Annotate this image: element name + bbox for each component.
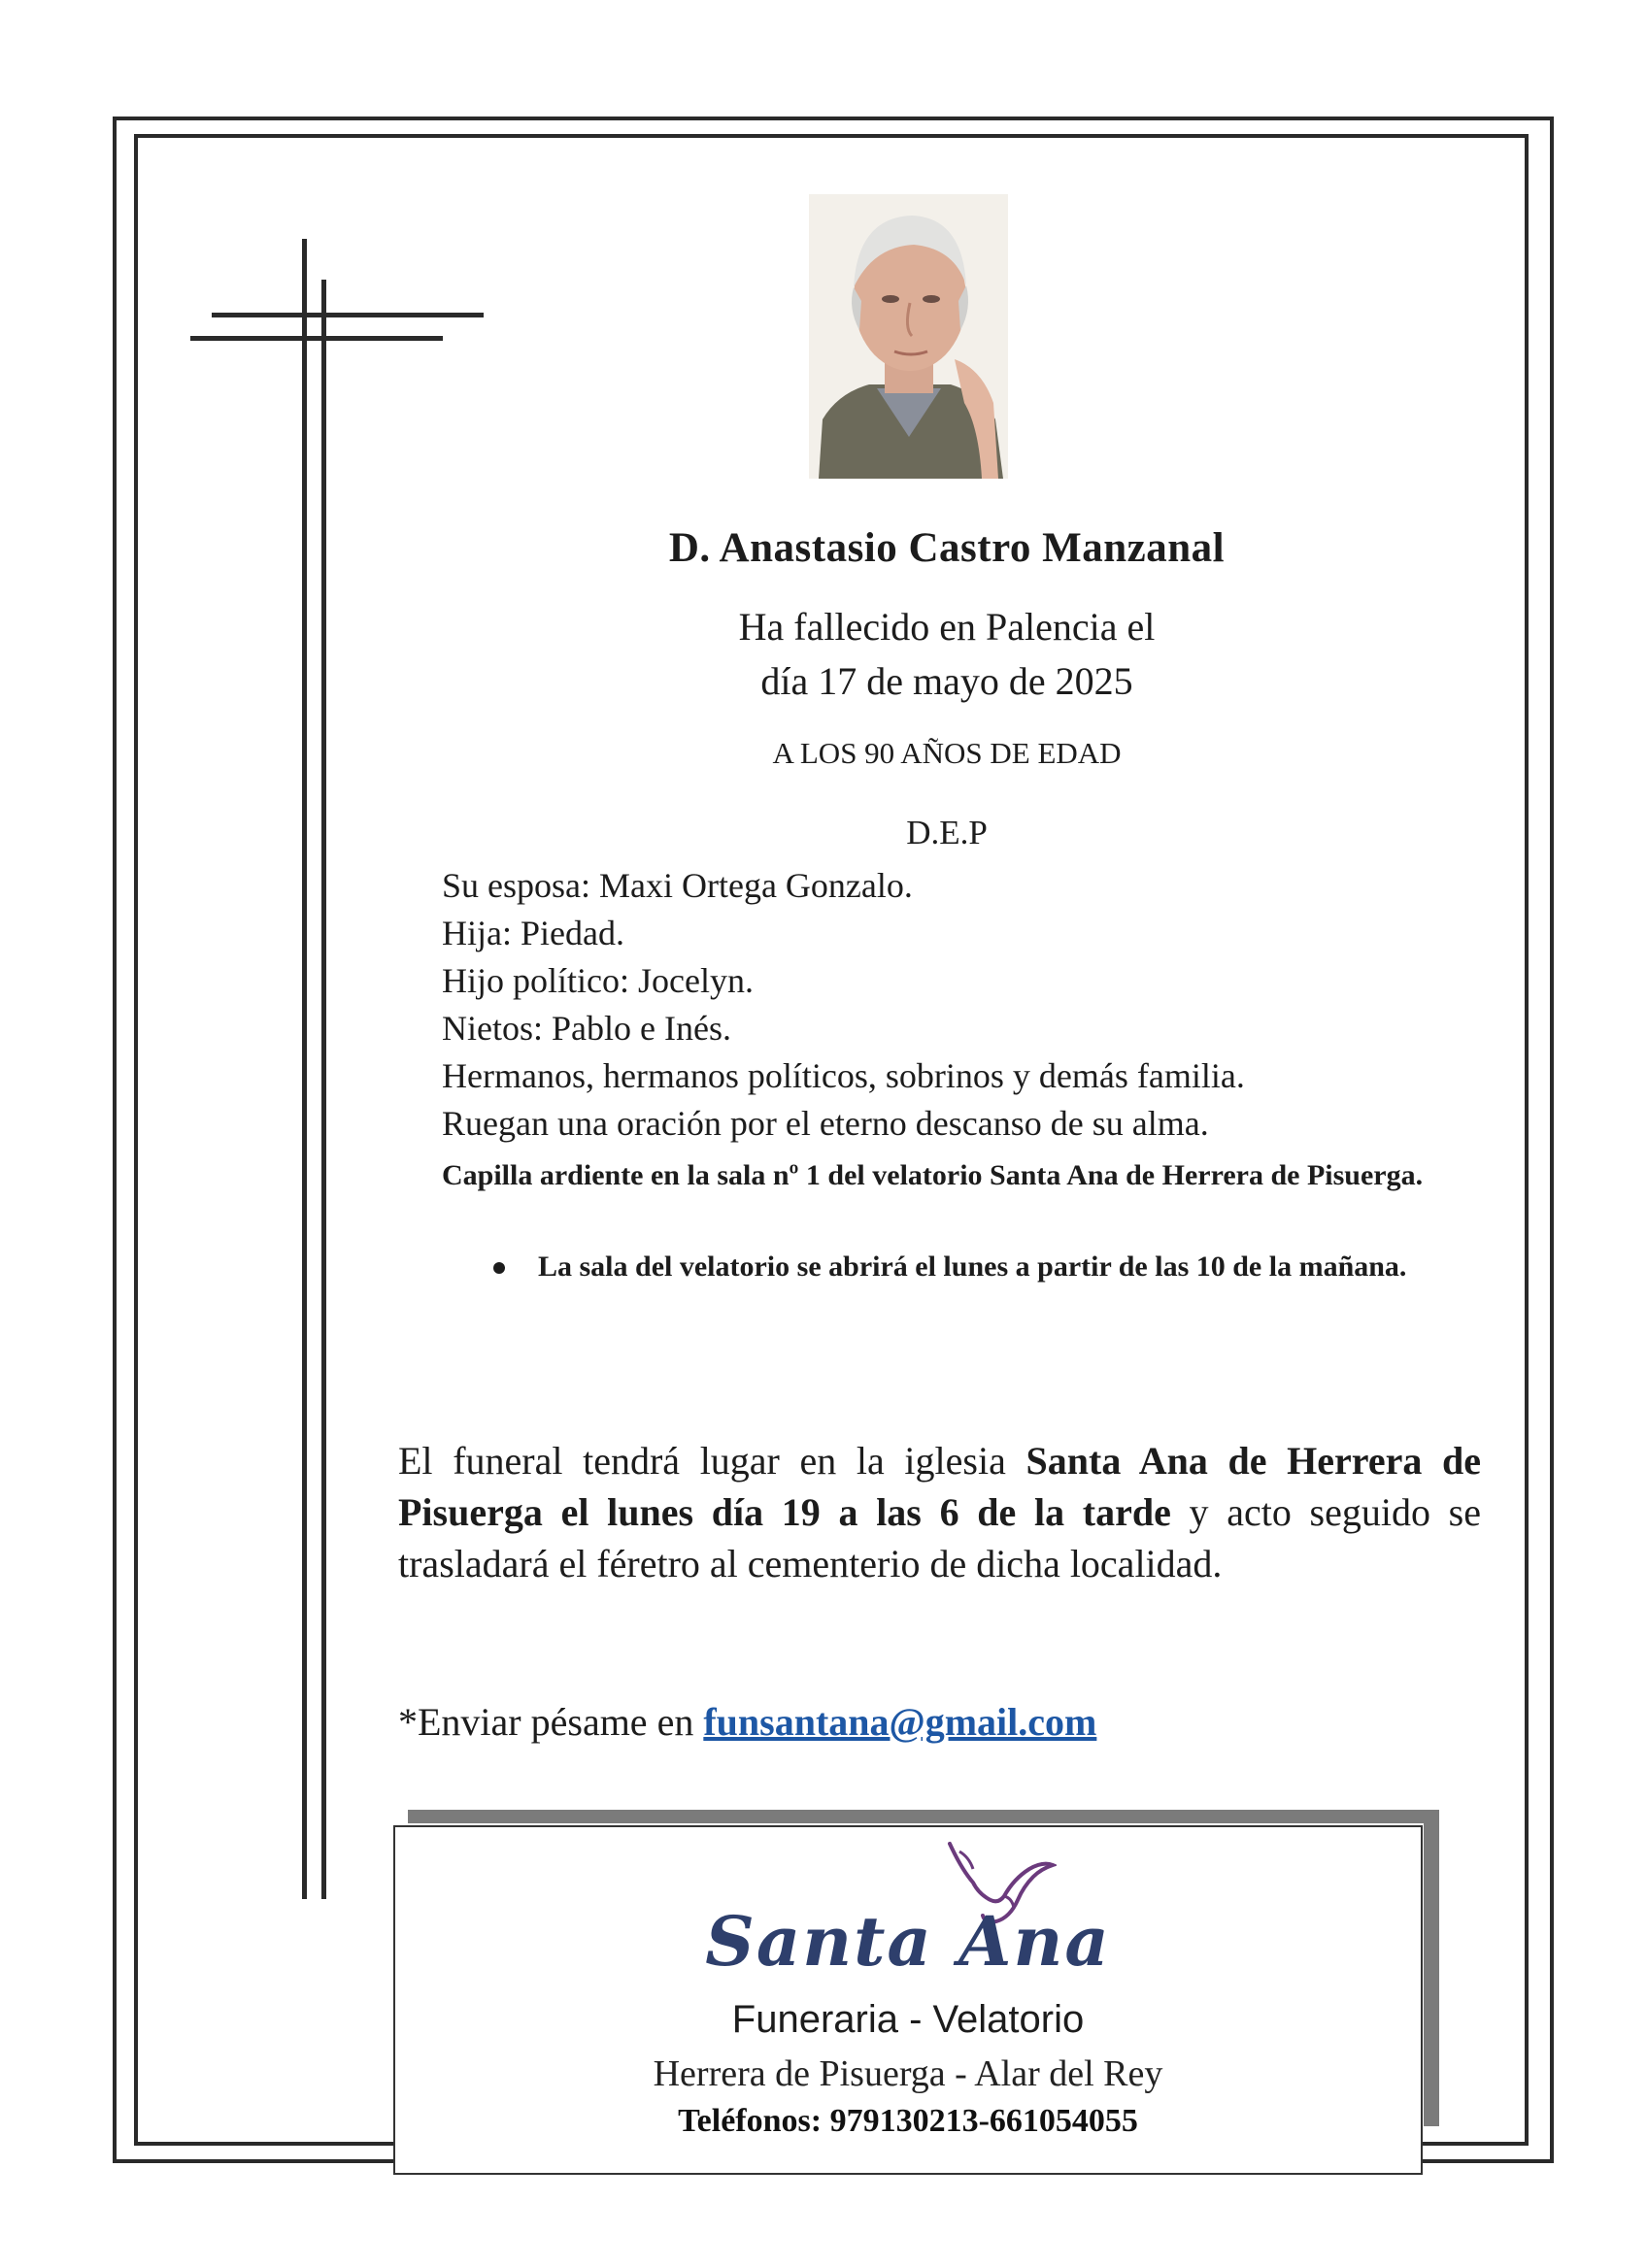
bullet-icon (493, 1262, 505, 1274)
funeral-text-bold: Santa Ana de Herrera de Pisuerga el lunes día 19 a las 6 de la tarde (398, 1439, 1481, 1534)
death-date-line: día 17 de mayo de 2025 (760, 659, 1133, 703)
funeral-home-locations: Herrera de Pisuerga - Alar del Rey (653, 2053, 1163, 2094)
funeral-paragraph (398, 1435, 1481, 1589)
condolences-line (398, 1699, 1096, 1745)
funeral-home-logo-text: Santa Ana (705, 1901, 1111, 1982)
portrait-photo (809, 194, 1008, 479)
capilla-ardiente-text: Capilla ardiente en la sala nº 1 del velatorio Santa Ana de Herrera de Pisuerga. (442, 1159, 1424, 1191)
family-line: Hijo político: Jocelyn. (442, 961, 754, 1000)
age-line: A LOS 90 AÑOS DE EDAD (772, 736, 1122, 770)
death-place-line: Ha fallecido en Palencia el (738, 605, 1156, 649)
funeral-home-phones: Teléfonos: 979130213-661054055 (678, 2103, 1138, 2139)
funeral-text-part2: y acto seguido se trasladará el féretro al cementerio de dicha localidad. (398, 1490, 1481, 1585)
deceased-name: D. Anastasio Castro Manzanal (668, 525, 1226, 571)
family-line: Hija: Piedad. (442, 914, 624, 952)
logo-box-shadow (408, 1810, 1439, 1823)
funeral-home-subtitle: Funeraria - Velatorio (731, 1998, 1085, 2041)
family-list (442, 862, 1245, 1148)
dep-line: D.E.P (906, 814, 988, 851)
family-line: Hermanos, hermanos políticos, sobrinos y demás familia. (442, 1056, 1245, 1095)
funeral-text-part1: El funeral tendrá lugar en la iglesia (398, 1439, 1026, 1483)
logo-box-shadow-right (1424, 1810, 1439, 2126)
family-line: Nietos: Pablo e Inés. (442, 1009, 731, 1048)
family-line: Ruegan una oración por el eterno descanso de su alma. (442, 1104, 1209, 1143)
velatorio-bullet-text: La sala del velatorio se abrirá el lunes a partir de las 10 de la mañana. (538, 1251, 1407, 1283)
family-line: Su esposa: Maxi Ortega Gonzalo. (442, 866, 913, 905)
velatorio-bullet (493, 1247, 1455, 1287)
condolences-email-link[interactable]: funsantana@gmail.com (703, 1700, 1097, 1744)
condolences-prefix: *Enviar pésame en (398, 1700, 704, 1744)
